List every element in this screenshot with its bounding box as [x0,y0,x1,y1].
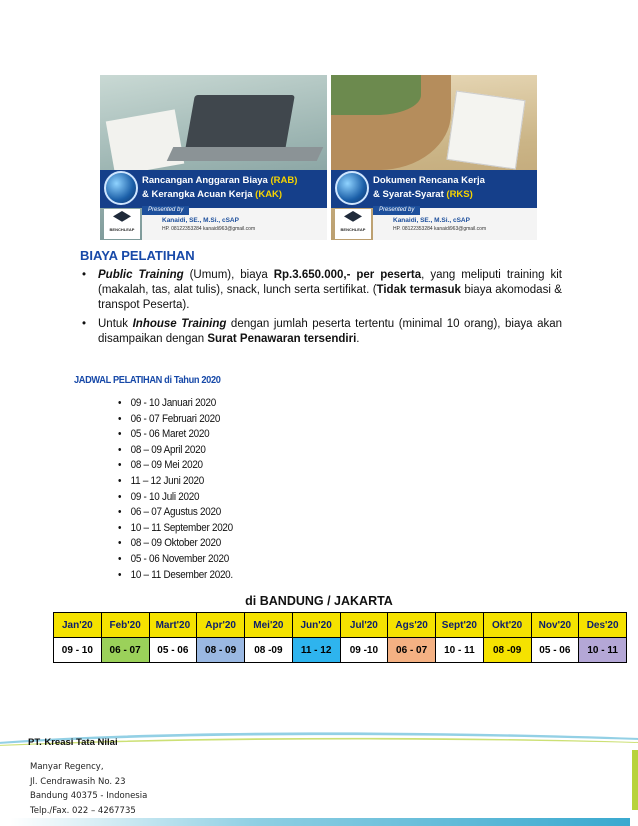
globe-icon [104,171,138,205]
schedule-item: • 06 – 07 Agustus 2020 [118,505,233,521]
laptop-base-photo [167,147,324,161]
banner-rks [331,75,537,240]
cost-item-public: • Public Training (Umum), biaya Rp.3.650.000,- per peserta, yang meliputi training kit (makalah, tas, alat tulis), snack, lunch serta sertifikat. (Tidak termasuk biaya akomodasi & transpot Peserta). [80,268,562,313]
month-cell: Des'20 [579,613,627,638]
schedule-table [53,612,627,663]
presented-by-label: Presented by [373,206,420,215]
corner-accent [632,750,638,810]
month-cell: Sept'20 [436,613,484,638]
cost-item-inhouse: • Untuk Inhouse Training dengan jumlah peserta tertentu (minimal 10 orang), biaya akan disampaikan dengan Surat Penawaran tersendiri. [80,317,562,347]
cost-list [80,268,562,351]
banner-title-line-2: & Kerangka Acuan Kerja (KAK) [142,189,283,200]
presenter-name: Kanaidi, SE., M.Si., cSAP [162,217,239,224]
date-range-cell: 05 - 06 [531,638,579,663]
presenter-contact: HP. 08122353284 kanaidi963@gmail.com [162,226,256,232]
month-cell: Nov'20 [531,613,579,638]
date-range-cell: 09 -10 [340,638,388,663]
date-range-row [54,638,627,663]
month-cell: Jan'20 [54,613,102,638]
month-cell: Ags'20 [388,613,436,638]
laptop-photo [185,95,295,150]
trees-photo [331,75,421,115]
presented-by-label: Presented by [142,206,189,215]
month-row [54,613,627,638]
schedule-item: • 11 – 12 Juni 2020 [118,474,233,490]
globe-icon [335,171,369,205]
schedule-item: • 09 - 10 Januari 2020 [118,396,233,412]
document-photo [446,90,525,169]
logo-text: BENCHLEAP [109,227,135,232]
schedule-item: • 08 – 09 Oktober 2020 [118,536,233,552]
date-range-cell: 06 - 07 [101,638,149,663]
date-range-cell: 10 - 11 [579,638,627,663]
bottom-gradient-bar [10,818,630,826]
date-range-cell: 08 -09 [245,638,293,663]
location-heading: di BANDUNG / JAKARTA [245,594,393,608]
month-cell: Feb'20 [101,613,149,638]
address-line: Manyar Regency, [30,762,104,772]
schedule-title: JADWAL PELATIHAN di Tahun 2020 [74,374,221,386]
banner-title-line-2: & Syarat-Syarat (RKS) [373,189,473,200]
date-range-cell: 08 - 09 [197,638,245,663]
graduation-cap-icon [113,211,131,223]
logo-text: BENCHLEAP [340,227,366,232]
month-cell: Jul'20 [340,613,388,638]
address-line: Jl. Cendrawasih No. 23 [30,776,126,787]
schedule-item: • 08 – 09 Mei 2020 [118,458,233,474]
date-range-cell: 11 - 12 [292,638,340,663]
banner-rab-kak [100,75,327,240]
date-range-cell: 09 - 10 [54,638,102,663]
company-address [30,760,147,818]
section-title: BIAYA PELATIHAN [80,248,195,263]
schedule-list [118,396,246,583]
date-range-cell: 06 - 07 [388,638,436,663]
date-range-cell: 08 -09 [483,638,531,663]
benchleap-logo [335,209,371,239]
date-range-cell: 05 - 06 [149,638,197,663]
schedule-item: • 10 – 11 September 2020 [118,521,233,537]
schedule-item: • 09 - 10 Juli 2020 [118,490,233,506]
document-photo [106,109,184,175]
month-cell: Jun'20 [292,613,340,638]
month-cell: Apr'20 [197,613,245,638]
company-name: PT. Kreasi Tata Nilai [28,737,118,748]
banner-title-line-1: Dokumen Rencana Kerja [373,175,485,186]
schedule-item: • 05 - 06 Maret 2020 [118,427,233,443]
address-line: Bandung 40375 - Indonesia [30,791,148,801]
graduation-cap-icon [344,211,362,223]
address-line: Telp./Fax. 022 – 4267735 [30,805,136,816]
presenter-name: Kanaidi, SE., M.Si., cSAP [393,217,470,224]
schedule-item: • 06 - 07 Februari 2020 [118,412,233,428]
month-cell: Mei'20 [245,613,293,638]
schedule-item: • 05 - 06 November 2020 [118,552,233,568]
schedule-item: • 08 – 09 April 2020 [118,443,233,459]
month-cell: Okt'20 [483,613,531,638]
benchleap-logo [104,209,140,239]
date-range-cell: 10 - 11 [436,638,484,663]
training-banner [100,75,537,240]
presenter-contact: HP. 08122353284 kanaidi963@gmail.com [393,226,487,232]
schedule-item: • 10 – 11 Desember 2020. [118,568,233,584]
banner-title-line-1: Rancangan Anggaran Biaya (RAB) [142,175,298,186]
month-cell: Mart'20 [149,613,197,638]
